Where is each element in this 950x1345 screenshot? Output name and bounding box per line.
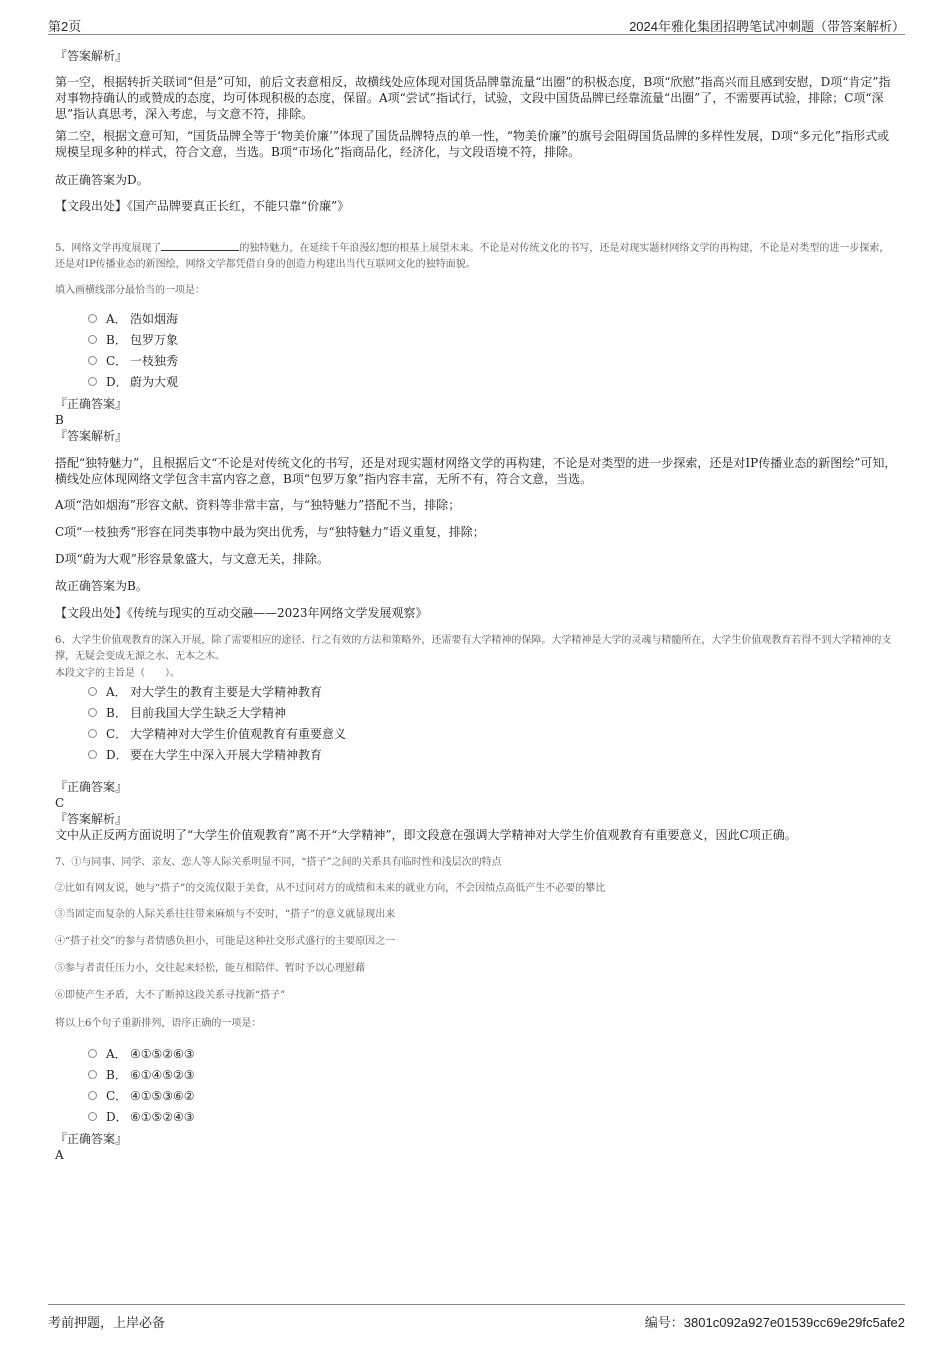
q6-prompt: 本段文字的主旨是（ ）。: [55, 668, 180, 679]
radio-icon[interactable]: [88, 1112, 97, 1121]
q7-option-a[interactable]: A． ④①⑤②⑥③: [88, 1046, 195, 1062]
q6-answer-label: 『正确答案』: [55, 780, 128, 794]
q7-option-d[interactable]: D． ⑥①⑤②④③: [88, 1109, 195, 1125]
q5-option-b[interactable]: B． 包罗万象: [88, 332, 178, 348]
q5-option-a[interactable]: A． 浩如烟海: [88, 311, 178, 327]
q5-analysis-label: 『答案解析』: [55, 429, 128, 443]
q4-source: 【文段出处】《国产品牌要真正长红，不能只靠“价廉”》: [55, 199, 350, 213]
footer-code-value: 3801c092a927e01539cc69e29fc5afe2: [683, 1315, 905, 1330]
radio-icon[interactable]: [88, 1091, 97, 1100]
footer-slogan: 考前押题，上岸必备: [48, 1316, 166, 1331]
radio-icon[interactable]: [88, 356, 97, 365]
q5-analysis-para2: A项“浩如烟海”形容文献、资料等非常丰富，与“独特魅力”搭配不当，排除；: [55, 498, 461, 512]
radio-icon[interactable]: [88, 377, 97, 386]
q4-analysis-label: 『答案解析』: [55, 49, 128, 63]
radio-icon[interactable]: [88, 729, 97, 738]
radio-icon[interactable]: [88, 750, 97, 759]
q7-answer-label: 『正确答案』: [55, 1132, 128, 1146]
radio-icon[interactable]: [88, 1049, 97, 1058]
radio-icon[interactable]: [88, 314, 97, 323]
q5-source: 【文段出处】《传统与现实的互动交融——2023年网络文学发展观察》: [55, 606, 428, 620]
q4-analysis-para2: 第二空，根据文意可知，“国货品牌全等于‘物美价廉’”体现了国货品牌特点的单一性，“物美价廉”的旗号会阻碍国货品牌的多样性发展，D项“多元化”指形式或规模呈现多种的样式，符合文意，当选。B项“市场化”指商品化，经济化，与文段语境不符，排除。: [55, 129, 890, 159]
document-title: 2024年雅化集团招聘笔试冲刺题（带答案解析）: [629, 19, 905, 34]
q4-analysis-para1: 第一空，根据转折关联词“但是”可知，前后文表意相反，故横线处应体现对国货品牌靠流量“出圈”的积极态度，B项“欣慰”指高兴而且感到安慰，D项“肯定”指对事物持确认的或赞成的态度，均可体现积极的态度，保留。A项“尝试”指试行，试验，文段中国货品牌已经靠流量“出圈”了，不需要再试验，排除；C项“深思”指认真思考，深入考虑，与文意不符，排除。: [55, 75, 891, 121]
q7-sentence-5: ⑤参与者责任压力小，交往起来轻松，能互相陪伴、暂时予以心理慰藉: [55, 963, 365, 974]
q7-sentence-6: ⑥即使产生矛盾，大不了断掉这段关系寻找新“搭子”: [55, 990, 286, 1001]
q6-option-b[interactable]: B． 目前我国大学生缺乏大学精神: [88, 705, 286, 721]
q5-analysis-para1: 搭配“独特魅力”，且根据后文“不论是对传统文化的书写，还是对现实题材网络文学的再构建，不论是对类型的进一步探索，还是对IP传播业态的新图绘”可知，横线处应体现网络文学包含丰富内容之意，B项“包罗万象”指内容丰富，无所不有，符合文意，当选。: [55, 456, 897, 486]
q5-option-c[interactable]: C． 一枝独秀: [88, 353, 178, 369]
q6-analysis: 文中从正反两方面说明了“大学生价值观教育”离不开“大学精神”，即文段意在强调大学精神对大学生价值观教育有重要意义，因此C项正确。: [55, 828, 797, 842]
q7-option-b[interactable]: B． ⑥①④⑤②③: [88, 1067, 195, 1083]
q6-option-a[interactable]: A． 对大学生的教育主要是大学精神教育: [88, 684, 322, 700]
q7-sentence-3: ③当固定而复杂的人际关系往往带来麻烦与不安时，“搭子”的意义就显现出来: [55, 909, 396, 920]
q6-option-c[interactable]: C． 大学精神对大学生价值观教育有重要意义: [88, 726, 346, 742]
q7-answer: A: [55, 1148, 64, 1162]
q7-prompt: 将以上6个句子重新排列，语序正确的一项是：: [55, 1018, 262, 1029]
q7-sentence-1: 7、①与同事、同学、亲友、恋人等人际关系明显不同，“搭子”之间的关系具有临时性和浅层次的特点: [55, 857, 502, 868]
q5-analysis-para3: C项“一枝独秀”形容在同类事物中最为突出优秀，与“独特魅力”语义重复，排除；: [55, 525, 485, 539]
footer-code: [645, 1312, 905, 1331]
radio-icon[interactable]: [88, 1070, 97, 1079]
q7-sentence-4: ④“搭子社交”的参与者情感负担小，可能是这种社交形式盛行的主要原因之一: [55, 936, 396, 947]
q6-analysis-label: 『答案解析』: [55, 812, 128, 826]
q7-option-c[interactable]: C． ④①⑤③⑥②: [88, 1088, 195, 1104]
q6-option-d[interactable]: D． 要在大学生中深入开展大学精神教育: [88, 747, 322, 763]
q5-stem: 5、网络文学再度展现了 的独特魅力，在延续千年浪漫幻想的根基上展望未来。不论是对传统文化的书写，还是对现实题材网络文学的再构建，不论是对类型的进一步探索，还是对IP传播业态的新图绘，网络文学都凭借自身的创造力构建出当代互联网文化的独特面貌。: [55, 239, 898, 273]
q4-conclusion: 故正确答案为D。: [55, 173, 149, 187]
q7-sentence-2: ②比如有网友说，她与“搭子”的交流仅限于美食，从不过问对方的成绩和未来的就业方向，不会因绩点高低产生不必要的攀比: [55, 883, 606, 894]
q5-blank: [161, 239, 239, 251]
page-header: [48, 14, 905, 35]
q5-prompt: 填入画横线部分最恰当的一项是：: [55, 285, 205, 296]
radio-icon[interactable]: [88, 335, 97, 344]
radio-icon[interactable]: [88, 708, 97, 717]
q5-conclusion: 故正确答案为B。: [55, 579, 148, 593]
q5-answer-label: 『正确答案』: [55, 397, 128, 411]
page-footer: [48, 1304, 905, 1331]
q5-option-d[interactable]: D． 蔚为大观: [88, 374, 178, 390]
q5-analysis-para4: D项“蔚为大观”形容景象盛大，与文意无关，排除。: [55, 552, 329, 566]
q6-answer: C: [55, 796, 65, 810]
footer-code-label: 编号：: [644, 1316, 684, 1331]
q5-answer: B: [55, 413, 64, 427]
q6-stem: 6、大学生价值观教育的深入开展，除了需要相应的途径、行之有效的方法和策略外，还需要有大学精神的保障。大学精神是大学的灵魂与精髓所在，大学生价值观教育若得不到大学精神的支撑，无疑会变成无源之水、无本之木。: [55, 635, 892, 662]
radio-icon[interactable]: [88, 687, 97, 696]
page-number: 第2页: [48, 19, 82, 34]
